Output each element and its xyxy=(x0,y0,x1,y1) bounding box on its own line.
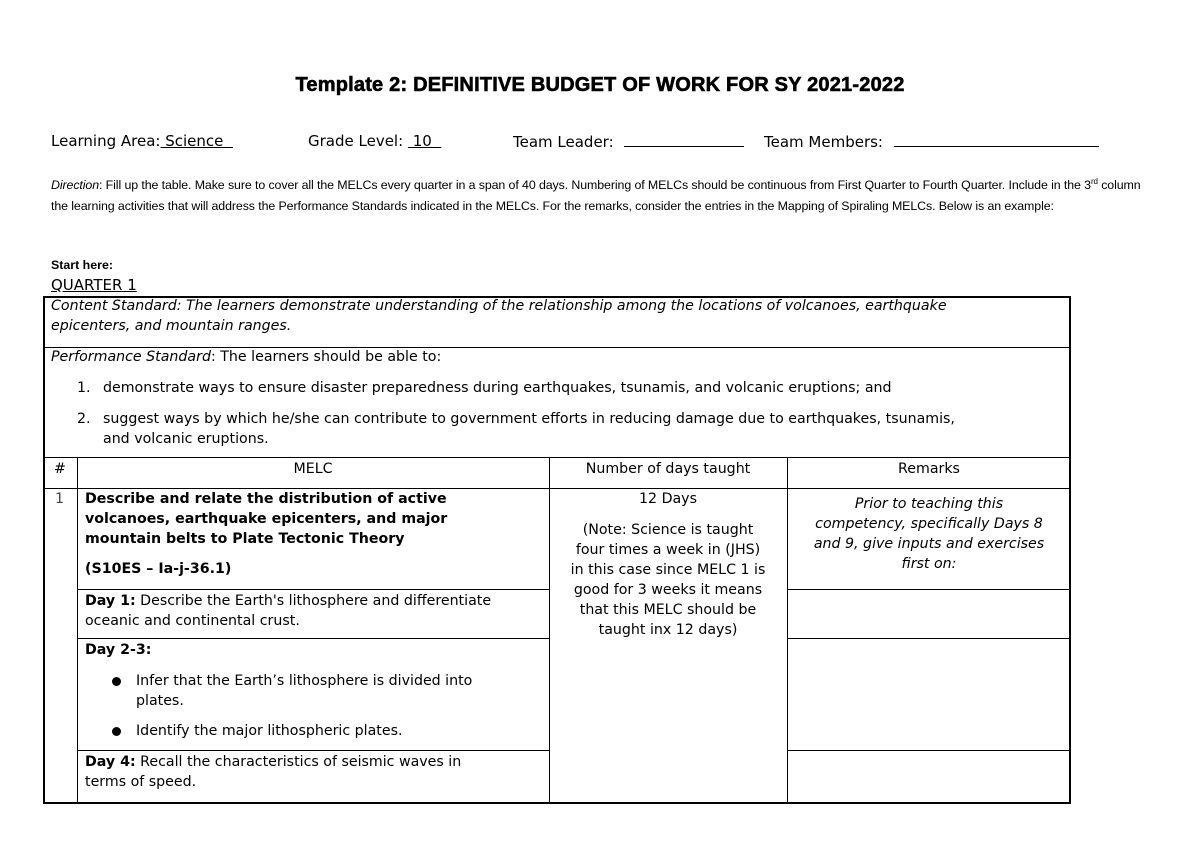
quarter-heading: QUARTER 1 xyxy=(51,276,137,294)
bullet-icon xyxy=(112,727,121,736)
grade-level xyxy=(308,132,441,150)
day4-text: Recall the characteristics of seismic waves in xyxy=(135,754,462,770)
direction-text-2: column the learning activities that will address the Performance Standards indicated in the MELCs. For the remarks, consider the entries in the Mapping of Spiraling MELCs. Below is an example: xyxy=(51,178,1141,213)
melc-code: (S10ES – Ia-j-36.1) xyxy=(85,561,232,577)
col-divider-1 xyxy=(77,457,78,804)
days-note-line-1: (Note: Science is taught xyxy=(582,522,754,538)
team-members-blank xyxy=(894,132,1099,147)
learning-area-value: Science xyxy=(160,132,233,150)
day23-day4-border xyxy=(77,750,549,751)
days-count: 12 Days xyxy=(639,491,697,507)
grade-level-value: 10 xyxy=(407,132,442,150)
day1-day23-border xyxy=(77,638,549,639)
content-standard-line-1: Content Standard: The learners demonstrate understanding of the relationship among the locations of volcanoes, earthquake xyxy=(51,298,947,314)
day1-label: Day 1: xyxy=(85,593,136,609)
remarks-border-2 xyxy=(787,638,1071,639)
performance-standard-bottom-border xyxy=(43,457,1071,458)
day4-line-1 xyxy=(85,752,461,772)
team-leader-label: Team Leader: xyxy=(513,133,614,151)
bullet-icon xyxy=(112,677,121,686)
header-remarks: Remarks xyxy=(898,461,960,477)
start-here-label: Start here: xyxy=(51,258,113,272)
performance-item-2-text-2: and volcanic eruptions. xyxy=(103,431,269,447)
grade-level-colon: : xyxy=(398,132,408,150)
remarks-line-4: first on: xyxy=(901,556,957,572)
day23-label: Day 2-3: xyxy=(85,642,152,658)
day4-line-2: terms of speed. xyxy=(85,774,197,790)
team-members-label: Team Members: xyxy=(764,133,883,151)
grade-level-label: Grade Level xyxy=(308,132,399,150)
melc-day1-border xyxy=(77,589,549,590)
direction-label: Direction xyxy=(51,178,99,192)
remarks-line-1: Prior to teaching this xyxy=(854,496,1004,512)
day23-bullet-1-line-2: plates. xyxy=(136,693,184,709)
days-note-line-3: in this case since MELC 1 is xyxy=(570,562,766,578)
header-number: # xyxy=(54,461,66,477)
learning-area-label: Learning Area: xyxy=(51,132,161,150)
remarks-line-3: and 9, give inputs and exercises xyxy=(813,536,1045,552)
team-leader xyxy=(513,132,744,151)
day1-line-1 xyxy=(85,591,491,611)
days-note-line-2: four times a week in (JHS) xyxy=(575,542,761,558)
day1-line-2: oceanic and continental crust. xyxy=(85,613,300,629)
day23-bullet-2-line-1: Identify the major lithospheric plates. xyxy=(136,723,403,739)
performance-standard-label: Performance Standard xyxy=(51,349,211,365)
team-leader-blank xyxy=(624,132,744,147)
header-melc: MELC xyxy=(293,461,333,477)
remarks-border-1 xyxy=(787,589,1071,590)
day1-text: Describe the Earth's lithosphere and differentiate xyxy=(135,593,492,609)
melc-line-3: mountain belts to Plate Tectonic Theory xyxy=(85,531,405,547)
header-days-taught: Number of days taught xyxy=(585,461,751,477)
direction-sup: rd xyxy=(1090,176,1098,186)
days-note-line-6: taught inx 12 days) xyxy=(598,622,738,638)
page-title: Template 2: DEFINITIVE BUDGET OF WORK FOR SY 2021-2022 xyxy=(295,74,905,96)
remarks-line-2: competency, specifically Days 8 xyxy=(815,516,1043,532)
direction-paragraph xyxy=(51,175,1151,217)
melc-line-2: volcanoes, earthquake epicenters, and major xyxy=(85,511,448,527)
content-standard-line-2: epicenters, and mountain ranges. xyxy=(51,318,292,334)
team-members xyxy=(764,132,1099,151)
remarks-border-3 xyxy=(787,750,1071,751)
performance-item-2-text-1: suggest ways by which he/she can contribute to government efforts in reducing damage due to earthquakes, tsunamis, xyxy=(103,411,955,427)
performance-item-1-text: demonstrate ways to ensure disaster preparedness during earthquakes, tsunamis, and volcanic eruptions; and xyxy=(103,380,892,396)
days-note-line-5: that this MELC should be xyxy=(579,602,757,618)
row-number: 1 xyxy=(55,491,65,507)
performance-standard-intro-text: : The learners should be able to: xyxy=(210,349,442,365)
performance-item-1-number: 1. xyxy=(77,380,91,396)
melc-line-1: Describe and relate the distribution of active xyxy=(85,491,447,507)
days-note-line-4: good for 3 weeks it means xyxy=(573,582,763,598)
direction-text-1: : Fill up the table. Make sure to cover all the MELCs every quarter in a span of 40 days. Numbering of MELCs should be continuous from First Quarter to Fourth Quarter. Include in the 3 xyxy=(99,178,1091,192)
day23-bullet-1-line-1: Infer that the Earth’s lithosphere is divided into xyxy=(136,673,473,689)
learning-area xyxy=(51,132,233,150)
performance-standard-intro xyxy=(51,347,441,367)
day4-label: Day 4: xyxy=(85,754,136,770)
performance-item-2-number: 2. xyxy=(77,411,91,427)
